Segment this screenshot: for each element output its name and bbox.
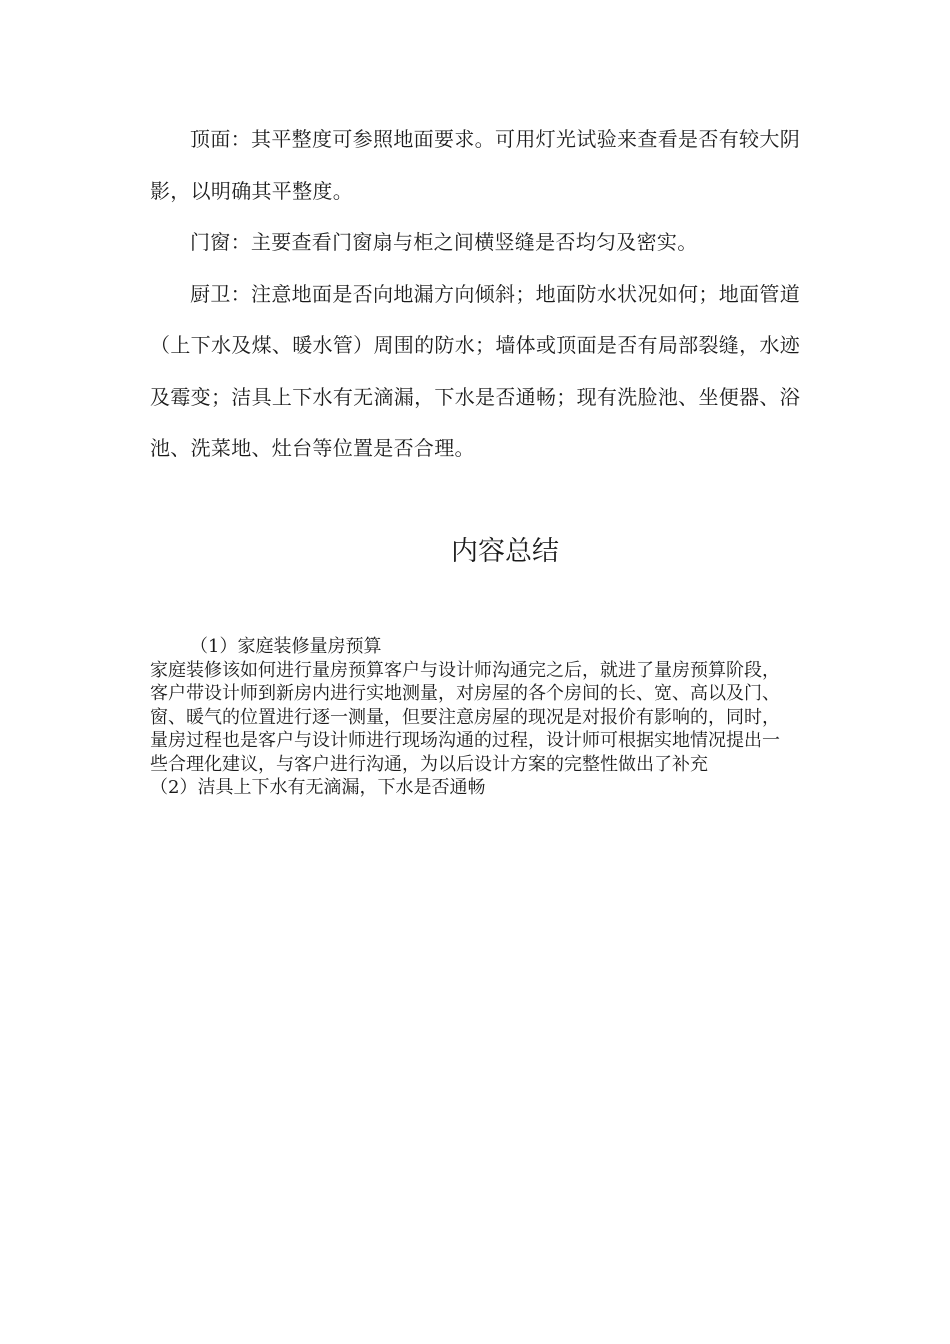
paragraph-kitchen-bath: 厨卫：注意地面是否向地漏方向倾斜；地面防水状况如何；地面管道（上下水及煤、暖水管）周围的防水；墙体或顶面是否有局部裂缝，水迹及霉变；洁具上下水有无滴漏，下水是否通畅；现有洗脸池、坐便器、浴池、洗菜地、灶台等位置是否合理。: [150, 281, 800, 460]
summary-item-1-text: 家庭装修该如何进行量房预算客户与设计师沟通完之后，就进了量房预算阶段，客户带设计师到新房内进行实地测量，对房屋的各个房间的长、宽、高以及门、窗、暖气的位置进行逐一测量，但要注意房屋的现况是对报价有影响的，同时，量房过程也是客户与设计师进行现场沟通的过程，设计师可根据实地情况提出一些合理化建议，与客户进行沟通，为以后设计方案的完整性做出了补充: [150, 659, 780, 775]
body-text: [150, 114, 800, 475]
summary-item-1-heading: （1）家庭装修量房预算: [190, 636, 382, 657]
paragraph-ceiling: 顶面：其平整度可参照地面要求。可用灯光试验来查看是否有较大阴影，以明确其平整度。: [150, 127, 800, 203]
summary-section: [150, 635, 800, 800]
summary-item-2-heading: （2）洁具上下水有无滴漏，下水是否通畅: [150, 777, 486, 798]
summary-title: 内容总结: [451, 536, 559, 567]
paragraph-doors-windows: 门窗：主要查看门窗扇与柜之间横竖缝是否均匀及密实。: [190, 230, 698, 254]
